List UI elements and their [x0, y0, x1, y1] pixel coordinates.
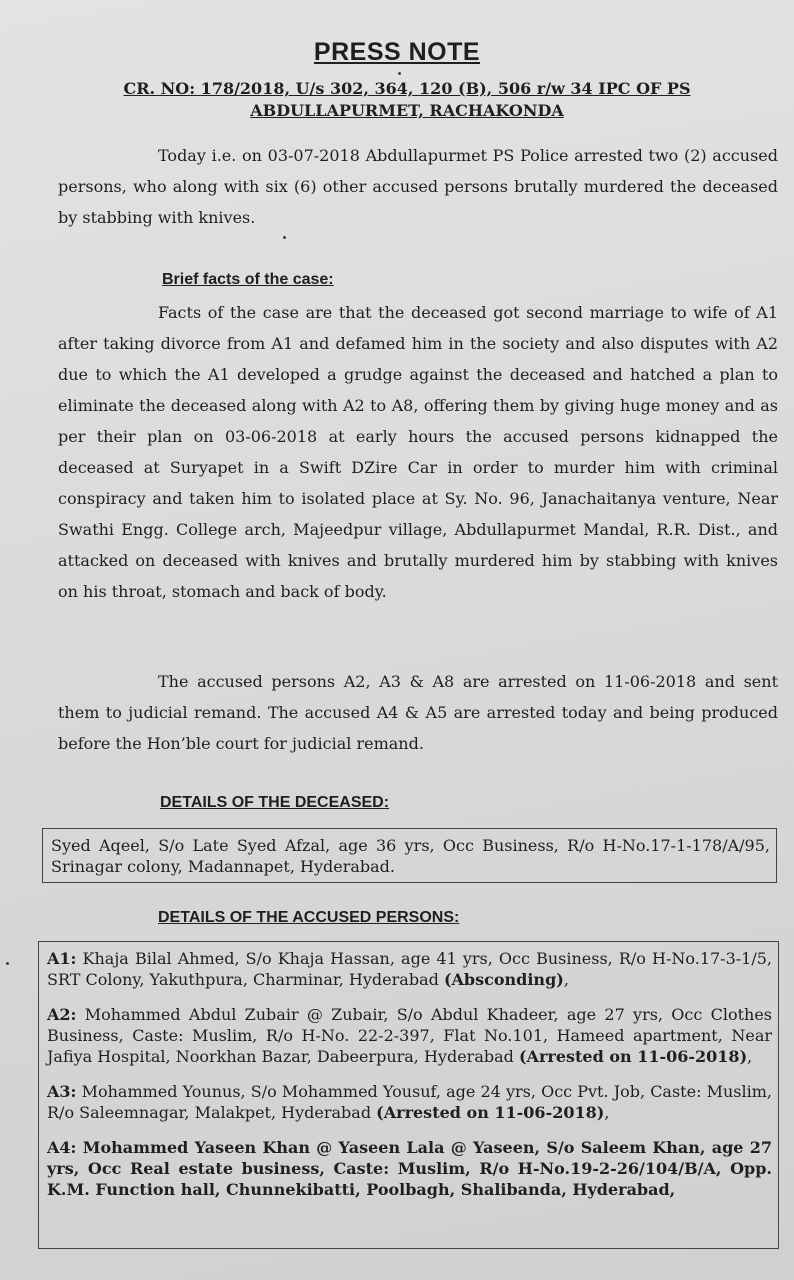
brief-facts-heading: Brief facts of the case:	[162, 271, 334, 288]
accused-entry-a3: A3: Mohammed Younus, S/o Mohammed Yousuf, age 24 yrs, Occ Pvt. Job, Caste: Muslim, R/o Saleemnagar, Malakpet, Hyderabad (Arrested on 11-06-2018),	[47, 1082, 772, 1122]
deceased-heading: DETAILS OF THE DECEASED:	[160, 794, 390, 811]
accused-id: A2:	[47, 1005, 77, 1024]
accused-id: A3:	[47, 1082, 77, 1101]
case-reference-line-1: CR. NO: 178/2018, U/s 302, 364, 120 (B), 506 r/w 34 IPC OF PS	[123, 79, 691, 98]
case-reference-line-2: ABDULLAPURMET, RACHAKONDA	[250, 101, 564, 120]
case-reference	[40, 78, 774, 122]
accused-status: (Arrested on 11-06-2018)	[376, 1103, 605, 1122]
deceased-details: Syed Aqeel, S/o Late Syed Afzal, age 36 yrs, Occ Business, R/o H-No.17-1-178/A/95, Srinagar colony, Madannapet, Hyderabad.	[51, 836, 770, 876]
accused-details: Khaja Bilal Ahmed, S/o Khaja Hassan, age 41 yrs, Occ Business, R/o H-No.17-3-1/5, SRT Colony, Yakuthpura, Charminar, Hyderabad	[47, 949, 772, 989]
page-title: PRESS NOTE	[313, 38, 481, 66]
intro-paragraph: Today i.e. on 03-07-2018 Abdullapurmet PS Police arrested two (2) accused persons, who along with six (6) other accused persons brutally murdered the deceased by stabbing with knives.	[58, 146, 778, 227]
accused-heading: DETAILS OF THE ACCUSED PERSONS:	[158, 909, 460, 926]
arrests-paragraph: The accused persons A2, A3 & A8 are arrested on 11-06-2018 and sent them to judicial remand. The accused A4 & A5 are arrested today and being produced before the Hon’ble court for judicial remand.	[58, 672, 778, 753]
accused-entry-a2: A2: Mohammed Abdul Zubair @ Zubair, S/o Abdul Khadeer, age 27 yrs, Occ Clothes Business, Caste: Muslim, R/o H-No. 22-2-397, Flat No.101, Hameed apartment, Near Jafiya Hospital, Noorkhan Bazar, Dabeerpura, Hyderabad (Arrested on 11-06-2018),	[47, 1005, 772, 1066]
paper-speck	[6, 962, 9, 965]
accused-details-box	[38, 941, 779, 1249]
accused-id: A4:	[47, 1138, 77, 1157]
accused-status: (Absconding)	[443, 970, 564, 989]
accused-details: Mohammed Abdul Zubair @ Zubair, S/o Abdul Khadeer, age 27 yrs, Occ Clothes Business, Caste: Muslim, R/o H-No. 22-2-397, Flat No.101, Hameed apartment, Near Jafiya Hospital, Noorkhan Bazar, Dabeerpura, Hyderabad	[47, 1005, 772, 1066]
accused-id: A1:	[47, 949, 77, 968]
accused-details: Mohammed Yaseen Khan @ Yaseen Lala @ Yaseen, S/o Saleem Khan, age 27 yrs, Occ Real estate business, Caste: Muslim, R/o H-No.19-2-26/104/B/A, Opp. K.M. Function hall, Chunnekibatti, Poolbagh, Shalibanda, Hyderabad,	[47, 1138, 772, 1199]
accused-status: (Arrested on 11-06-2018)	[518, 1047, 748, 1066]
facts-paragraph: Facts of the case are that the deceased got second marriage to wife of A1 after taking divorce from A1 and defamed him in the society and also disputes with A2 due to which the A1 developed a grudge against the deceased and hatched a plan to eliminate the deceased along with A2 to A8, offering them by giving huge money and as per their plan on 03-06-2018 at early hours the accused persons kidnapped the deceased at Suryapet in a Swift DZire Car in order to murder him with criminal conspiracy and taken him to isolated place at Sy. No. 96, Janachaitanya venture, Near Swathi Engg. College arch, Majeedpur village, Abdullapurmet Mandal, R.R. Dist., and attacked on deceased with knives and brutally murdered him by stabbing with knives on his throat, stomach and back of body.	[58, 303, 778, 601]
paper-speck	[398, 72, 401, 75]
accused-entry-a1: A1: Khaja Bilal Ahmed, S/o Khaja Hassan, age 41 yrs, Occ Business, R/o H-No.17-3-1/5, SRT Colony, Yakuthpura, Charminar, Hyderabad (Absconding),	[47, 949, 772, 989]
accused-entry-a4	[47, 1137, 772, 1200]
paper-speck	[283, 236, 286, 239]
accused-details: Mohammed Younus, S/o Mohammed Yousuf, age 24 yrs, Occ Pvt. Job, Caste: Muslim, R/o Saleemnagar, Malakpet, Hyderabad	[47, 1082, 772, 1122]
deceased-details-box	[42, 828, 777, 883]
